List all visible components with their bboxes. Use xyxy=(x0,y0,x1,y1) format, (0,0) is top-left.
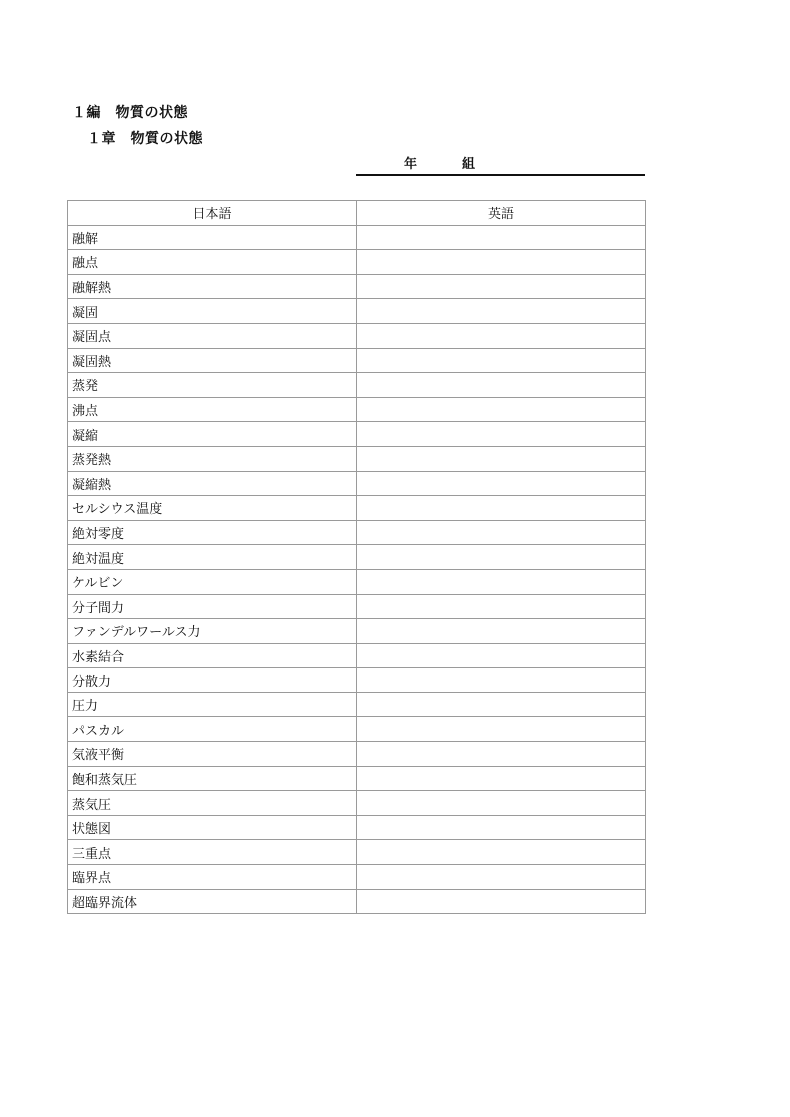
term-english-answer[interactable] xyxy=(357,569,646,594)
table-row xyxy=(68,865,646,890)
table-row xyxy=(68,692,646,717)
table-header-row xyxy=(68,201,646,226)
term-english-answer[interactable] xyxy=(357,865,646,890)
term-japanese: 融解熱 xyxy=(68,274,357,299)
term-japanese: 凝縮熱 xyxy=(68,471,357,496)
term-japanese: ケルビン xyxy=(68,569,357,594)
term-english-answer[interactable] xyxy=(357,225,646,250)
table-row xyxy=(68,348,646,373)
table-row xyxy=(68,373,646,398)
table-row xyxy=(68,397,646,422)
table-row xyxy=(68,323,646,348)
table-row xyxy=(68,668,646,693)
term-japanese: 沸点 xyxy=(68,397,357,422)
term-japanese: 凝固熱 xyxy=(68,348,357,373)
term-japanese: 気液平衡 xyxy=(68,742,357,767)
term-english-answer[interactable] xyxy=(357,815,646,840)
part-title: １編 物質の状態 xyxy=(72,105,188,121)
term-japanese: 凝固点 xyxy=(68,323,357,348)
term-japanese: 絶対零度 xyxy=(68,520,357,545)
term-japanese: 融解 xyxy=(68,225,357,250)
term-japanese: 融点 xyxy=(68,250,357,275)
term-english-answer[interactable] xyxy=(357,668,646,693)
term-english-answer[interactable] xyxy=(357,791,646,816)
term-japanese: パスカル xyxy=(68,717,357,742)
term-english-answer[interactable] xyxy=(357,594,646,619)
table-row xyxy=(68,446,646,471)
term-japanese: 凝縮 xyxy=(68,422,357,447)
term-japanese: 圧力 xyxy=(68,692,357,717)
table-row xyxy=(68,274,646,299)
term-english-answer[interactable] xyxy=(357,619,646,644)
term-japanese: 飽和蒸気圧 xyxy=(68,766,357,791)
term-japanese: セルシウス温度 xyxy=(68,496,357,521)
table-row xyxy=(68,791,646,816)
term-english-answer[interactable] xyxy=(357,520,646,545)
term-english-answer[interactable] xyxy=(357,397,646,422)
term-japanese: 超臨界流体 xyxy=(68,889,357,914)
table-row xyxy=(68,299,646,324)
term-japanese: 分子間力 xyxy=(68,594,357,619)
table-row xyxy=(68,766,646,791)
table-row xyxy=(68,225,646,250)
term-english-answer[interactable] xyxy=(357,299,646,324)
term-japanese: 水素結合 xyxy=(68,643,357,668)
term-english-answer[interactable] xyxy=(357,348,646,373)
term-english-answer[interactable] xyxy=(357,446,646,471)
term-english-answer[interactable] xyxy=(357,766,646,791)
term-english-answer[interactable] xyxy=(357,323,646,348)
table-row xyxy=(68,643,646,668)
table-row xyxy=(68,840,646,865)
header-japanese: 日本語 xyxy=(68,201,357,226)
term-japanese: ファンデルワールス力 xyxy=(68,619,357,644)
table-row xyxy=(68,619,646,644)
term-english-answer[interactable] xyxy=(357,889,646,914)
term-english-answer[interactable] xyxy=(357,692,646,717)
term-japanese: 蒸気圧 xyxy=(68,791,357,816)
header-english: 英語 xyxy=(357,201,646,226)
table-body xyxy=(68,225,646,914)
vocabulary-table xyxy=(67,200,646,914)
term-japanese: 絶対温度 xyxy=(68,545,357,570)
table-row xyxy=(68,742,646,767)
table-row xyxy=(68,471,646,496)
table-row xyxy=(68,496,646,521)
term-english-answer[interactable] xyxy=(357,496,646,521)
term-japanese: 状態図 xyxy=(68,815,357,840)
term-english-answer[interactable] xyxy=(357,742,646,767)
table-row xyxy=(68,594,646,619)
term-english-answer[interactable] xyxy=(357,250,646,275)
term-english-answer[interactable] xyxy=(357,274,646,299)
chapter-title: １章 物質の状態 xyxy=(87,131,203,147)
class-entry-line[interactable] xyxy=(356,150,645,176)
table-row xyxy=(68,422,646,447)
term-english-answer[interactable] xyxy=(357,471,646,496)
term-english-answer[interactable] xyxy=(357,545,646,570)
table-row xyxy=(68,520,646,545)
table-row xyxy=(68,889,646,914)
term-english-answer[interactable] xyxy=(357,840,646,865)
term-english-answer[interactable] xyxy=(357,717,646,742)
term-japanese: 分散力 xyxy=(68,668,357,693)
group-label: 組 xyxy=(462,157,476,172)
term-english-answer[interactable] xyxy=(357,422,646,447)
term-english-answer[interactable] xyxy=(357,643,646,668)
term-english-answer[interactable] xyxy=(357,373,646,398)
table-row xyxy=(68,717,646,742)
term-japanese: 臨界点 xyxy=(68,865,357,890)
year-label: 年 xyxy=(404,157,418,172)
term-japanese: 蒸発 xyxy=(68,373,357,398)
table-row xyxy=(68,250,646,275)
table-row xyxy=(68,545,646,570)
term-japanese: 蒸発熱 xyxy=(68,446,357,471)
term-japanese: 凝固 xyxy=(68,299,357,324)
table-row xyxy=(68,815,646,840)
table-row xyxy=(68,569,646,594)
term-japanese: 三重点 xyxy=(68,840,357,865)
